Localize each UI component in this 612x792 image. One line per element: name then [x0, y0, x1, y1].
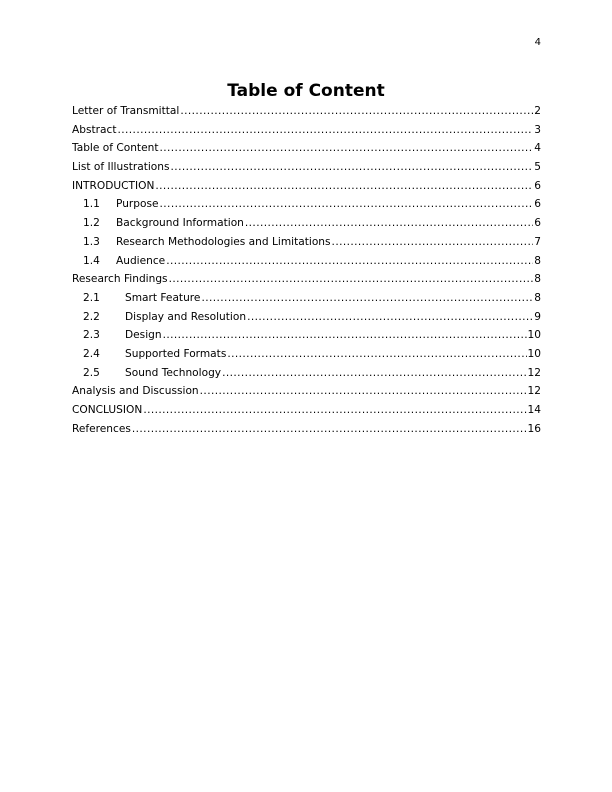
- toc-dot-leader: [180, 102, 533, 121]
- toc-entry-page: 14: [527, 404, 541, 416]
- toc-entry-label: Letter of Transmittal: [72, 105, 180, 117]
- toc-entry-page: 5: [534, 161, 541, 174]
- toc-entry-number: 1.1: [83, 198, 100, 211]
- toc-entry-number: 1.4: [83, 254, 100, 267]
- toc-dot-leader: [143, 401, 526, 420]
- toc-dot-leader: [332, 233, 534, 252]
- toc-entry-page: 7: [534, 235, 541, 248]
- toc-entry-number: 2.1: [83, 291, 100, 304]
- toc-dot-leader: [159, 139, 533, 158]
- toc-dot-leader: [155, 177, 533, 196]
- toc-entry-page: 16: [527, 422, 541, 435]
- toc-entry-conclusion[interactable]: [72, 401, 541, 420]
- toc-dot-leader: [163, 326, 527, 345]
- toc-entry-page: 3: [534, 123, 541, 136]
- toc-entry-number: 2.4: [83, 347, 100, 360]
- toc-entry-page: 6: [534, 179, 541, 192]
- toc-dot-leader: [222, 364, 526, 383]
- toc-entry-smart-feature[interactable]: [72, 289, 541, 308]
- toc-entry-page: 2: [534, 105, 541, 117]
- toc-entry-references[interactable]: [72, 420, 541, 439]
- toc-entry-page: 12: [527, 385, 541, 398]
- page-title: Table of Content: [227, 81, 385, 101]
- toc-entry-label: Table of Content: [72, 142, 159, 155]
- toc-entry-number: 1.3: [83, 235, 100, 248]
- toc-entry-number: 2.2: [83, 310, 100, 323]
- toc-entry-table-of-content[interactable]: [72, 139, 541, 158]
- toc-dot-leader: [201, 289, 533, 308]
- toc-entry-page: 8: [534, 291, 541, 304]
- toc-entry-label: Background Information: [116, 217, 244, 230]
- page-number: 4: [534, 37, 541, 48]
- toc-entry-sound-technology[interactable]: [72, 364, 541, 383]
- toc-entry-page: 6: [534, 198, 541, 211]
- toc-entry-page: 10: [527, 347, 541, 360]
- toc-entry-label: List of Illustrations: [72, 161, 170, 174]
- toc-entry-research-findings[interactable]: [72, 270, 541, 289]
- toc-entry-label: INTRODUCTION: [72, 179, 155, 192]
- toc-entry-research-methodologies[interactable]: [72, 233, 541, 252]
- toc-dot-leader: [227, 345, 526, 364]
- toc-entry-label: Research Methodologies and Limitations: [116, 235, 331, 248]
- table-of-contents: [72, 102, 541, 438]
- toc-entry-label: Supported Formats: [125, 347, 227, 360]
- toc-entry-label: Audience: [116, 254, 166, 267]
- toc-dot-leader: [132, 420, 527, 439]
- toc-entry-label: References: [72, 422, 131, 435]
- toc-entry-label: Sound Technology: [125, 366, 222, 379]
- toc-dot-leader: [166, 252, 533, 271]
- toc-entry-audience[interactable]: [72, 252, 541, 271]
- toc-entry-analysis-and-discussion[interactable]: [72, 382, 541, 401]
- toc-dot-leader: [200, 382, 527, 401]
- toc-entry-background-information[interactable]: [72, 214, 541, 233]
- toc-entry-number: 2.3: [83, 329, 100, 342]
- toc-dot-leader: [171, 158, 534, 177]
- toc-entry-page: 8: [534, 254, 541, 267]
- toc-entry-supported-formats[interactable]: [72, 345, 541, 364]
- toc-entry-label: CONCLUSION: [72, 404, 143, 416]
- toc-entry-design[interactable]: [72, 326, 541, 345]
- toc-dot-leader: [247, 308, 533, 327]
- toc-dot-leader: [160, 195, 534, 214]
- toc-dot-leader: [169, 270, 534, 289]
- toc-entry-page: 4: [534, 142, 541, 155]
- toc-entry-abstract[interactable]: [72, 121, 541, 140]
- toc-entry-page: 9: [534, 310, 541, 323]
- toc-entry-label: Smart Feature: [125, 291, 201, 304]
- toc-entry-page: 12: [527, 366, 541, 379]
- toc-entry-introduction[interactable]: [72, 177, 541, 196]
- toc-entry-list-of-illustrations[interactable]: [72, 158, 541, 177]
- toc-entry-label: Display and Resolution: [125, 310, 247, 323]
- toc-entry-purpose[interactable]: [72, 195, 541, 214]
- toc-entry-number: 2.5: [83, 366, 100, 379]
- toc-entry-label: Research Findings: [72, 273, 168, 286]
- toc-entry-page: 6: [534, 217, 541, 230]
- toc-entry-label: Abstract: [72, 123, 117, 136]
- toc-dot-leader: [117, 121, 533, 140]
- toc-entry-number: 1.2: [83, 217, 100, 230]
- toc-dot-leader: [245, 214, 533, 233]
- toc-entry-letter-of-transmittal[interactable]: [72, 102, 541, 121]
- toc-entry-label: Analysis and Discussion: [72, 385, 199, 398]
- toc-entry-display-and-resolution[interactable]: [72, 308, 541, 327]
- toc-entry-page: 10: [527, 329, 541, 342]
- toc-entry-label: Design: [125, 329, 162, 342]
- toc-entry-label: Purpose: [116, 198, 159, 211]
- toc-entry-page: 8: [534, 273, 541, 286]
